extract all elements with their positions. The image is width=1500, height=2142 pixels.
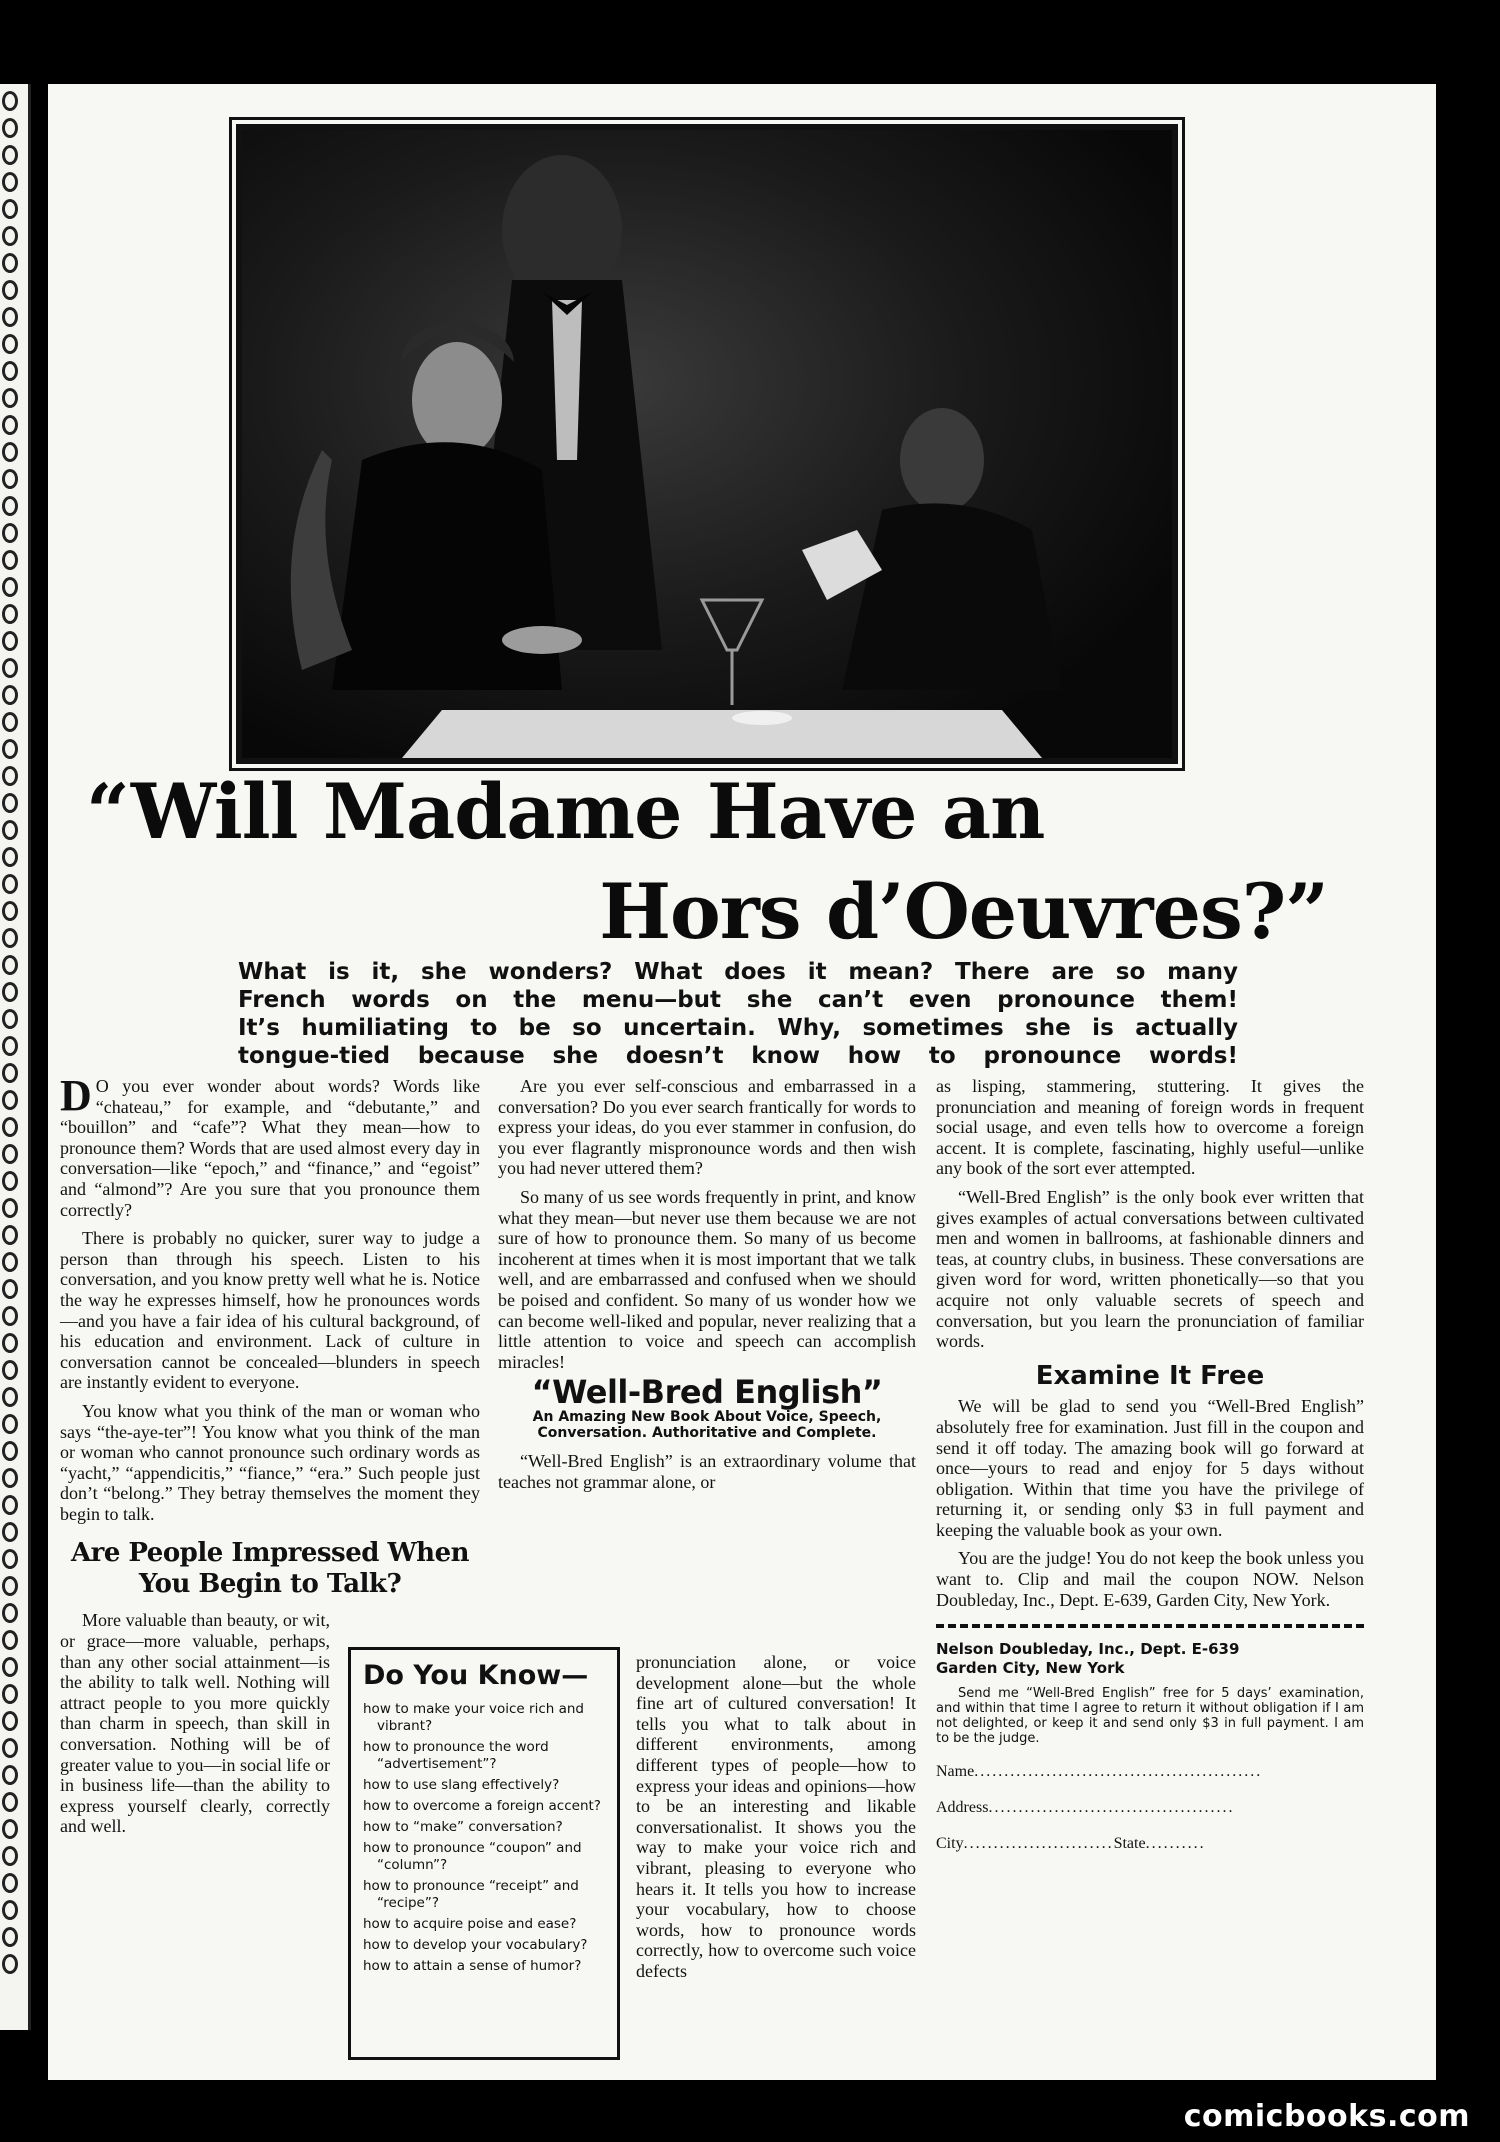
box-title: Do You Know— xyxy=(363,1660,589,1691)
binding-ring xyxy=(2,1225,18,1245)
binding-ring xyxy=(2,1468,18,1488)
binding-ring xyxy=(2,685,18,705)
state-label: State xyxy=(1113,1835,1146,1853)
binding-ring xyxy=(2,1684,18,1704)
binding-ring xyxy=(2,145,18,165)
binding-ring xyxy=(2,1927,18,1947)
binding-ring xyxy=(2,1792,18,1812)
binding-ring xyxy=(2,1603,18,1623)
list-item: how to make your voice rich and vibrant? xyxy=(363,1701,584,1734)
binding-ring xyxy=(2,658,18,678)
list-item: how to use slang effectively? xyxy=(363,1777,560,1793)
binding-ring xyxy=(2,1144,18,1164)
binding-ring xyxy=(2,1117,18,1137)
coupon-header-line-2: Garden City, New York xyxy=(936,1659,1125,1678)
binding-ring xyxy=(2,1657,18,1677)
deck-line-1: What is it, she wonders? What does it mean? There are so many xyxy=(238,959,1238,985)
binding-ring xyxy=(2,1765,18,1785)
drop-cap: D xyxy=(60,1071,92,1120)
binding-ring xyxy=(2,523,18,543)
binding-ring xyxy=(2,1036,18,1056)
deck-text xyxy=(238,958,1238,1070)
coupon-name-field[interactable]: Name................................................ xyxy=(936,1763,1263,1781)
headline-line-2: Hors d’Oeuvres?” xyxy=(599,867,1328,956)
subhead-examine-free: Examine It Free xyxy=(1035,1360,1265,1391)
binding-ring xyxy=(2,1846,18,1866)
binding-ring xyxy=(2,334,18,354)
coupon-header-line-1: Nelson Doubleday, Inc., Dept. E-639 xyxy=(936,1640,1240,1659)
paragraph: We will be glad to send you “Well-Bred English” absolutely free for examination. Just fill in the coupon and send it off today. The amazing book will go forward at once—yours to read and enjoy for 5 days without obligation. Within that time you have the privilege of returning it, or sending only $3 in full payment and keeping the valuable book as your own. xyxy=(936,1396,1364,1540)
binding-ring xyxy=(2,118,18,138)
binding-ring xyxy=(2,1333,18,1353)
column-middle-lower xyxy=(636,1652,916,1982)
binding-ring xyxy=(2,820,18,840)
binding-ring xyxy=(2,415,18,435)
binding-ring xyxy=(2,172,18,192)
coupon-body: Send me “Well-Bred English” free for 5 days’ examination, and within that time I agree to return it without obligation if I am not delighted, or keep it and send only $3 in full payment. I am to be the judge. xyxy=(936,1686,1364,1747)
deck-line-2: French words on the menu—but she can’t even pronounce them! xyxy=(238,987,1238,1013)
paragraph xyxy=(60,1071,480,1220)
binding-ring xyxy=(2,631,18,651)
binding-ring xyxy=(2,1090,18,1110)
binding-ring xyxy=(2,604,18,624)
list-item: how to acquire poise and ease? xyxy=(363,1916,577,1932)
binding-ring xyxy=(2,712,18,732)
coupon-cut-line[interactable] xyxy=(936,1624,1364,1628)
binding-ring xyxy=(2,874,18,894)
binding-ring xyxy=(2,1549,18,1569)
binding-ring xyxy=(2,253,18,273)
list-item: how to “make” conversation? xyxy=(363,1819,563,1835)
subdeck: An Amazing New Book About Voice, Speech, Conversation. Authoritative and Complete. xyxy=(532,1408,882,1441)
binding-ring xyxy=(2,1279,18,1299)
binding-ring xyxy=(2,1009,18,1029)
binding-ring xyxy=(2,1387,18,1407)
paragraph: Are you ever self-conscious and embarrassed in a conversation? Do you ever search frantically for words to express your ideas, do you ever stammer in confusion, do you ever flagrantly mispronounce words and then wish you had never uttered them? xyxy=(498,1076,916,1179)
binding-ring xyxy=(2,226,18,246)
binding-ring xyxy=(2,793,18,813)
binding-ring xyxy=(2,739,18,759)
paragraph: You know what you think of the man or woman who says “the-aye-ter”! You know what you think of the man or woman who cannot pronounce such ordinary words as “yacht,” “appendicitis,” “fiance,” “era.” Such people just don’t “belong.” They betray themselves the moment they begin to talk. xyxy=(60,1400,480,1524)
deck-line-4: tongue-tied because she doesn’t know how to pronounce words! xyxy=(238,1043,1238,1069)
binding-ring xyxy=(2,1198,18,1218)
binding-ring xyxy=(2,361,18,381)
headline-line-1: “Will Madame Have an xyxy=(86,767,1045,856)
binding-ring xyxy=(2,928,18,948)
binding-ring xyxy=(2,1306,18,1326)
binding-ring xyxy=(2,442,18,462)
watermark: comicbooks.com xyxy=(1183,2099,1470,2134)
binding-ring xyxy=(2,1576,18,1596)
paragraph: So many of us see words frequently in print, and know what they mean—but never use them because we are not sure of how to pronounce them. So many of us become incoherent at times when it is most important that we talk well, and are embarrassed and confused when we should be poised and confident. So many of us wonder how we can become well-liked and popular, never realizing that a little attention to voice and speech can accomplish miracles! xyxy=(498,1186,916,1372)
paragraph: pronunciation alone, or voice development alone—but the whole fine art of cultured conversation! It tells you what to talk about in different environments, among different types of people—how to express your ideas and opinions—how to be an interesting and likable conversationalist. It shows you the way to make your voice rich and vibrant, pleasing to everyone who hears it. It tells you how to increase your vocabulary, how to choose words, how to pronounce words correctly, how to overcome such voice defects xyxy=(636,1652,916,1981)
binding-ring xyxy=(2,550,18,570)
binding-ring xyxy=(2,1171,18,1191)
dinner-illustration xyxy=(242,130,1172,758)
binding-ring xyxy=(2,982,18,1002)
paragraph: You are the judge! You do not keep the book unless you want to. Clip and mail the coupon NOW. Nelson Doubleday, Inc., Dept. E-639, Garden City, New York. xyxy=(936,1548,1364,1610)
name-label: Name xyxy=(936,1763,975,1781)
binding-ring xyxy=(2,901,18,921)
binding-ring xyxy=(2,955,18,975)
address-label: Address xyxy=(936,1799,989,1817)
list-item: how to attain a sense of humor? xyxy=(363,1958,582,1974)
paragraph: “Well-Bred English” is an extraordinary volume that teaches not grammar alone, or xyxy=(498,1450,916,1492)
binding-ring xyxy=(2,1522,18,1542)
spiral-binding xyxy=(0,84,31,2030)
paragraph: “Well-Bred English” is the only book ever written that gives examples of actual conversations between cultivated men and women in ballrooms, at fashionable dinners and teas, at country clubs, in business. These conversations are given word for word, written phonetically—so that you acquire not only valuable secrets of speech and conversation, but you learn the pronunciation of familiar words. xyxy=(936,1186,1364,1352)
binding-ring xyxy=(2,1900,18,1920)
binding-ring xyxy=(2,496,18,516)
column-right xyxy=(936,1076,1364,1870)
binding-ring xyxy=(2,1711,18,1731)
list-item: how to overcome a foreign accent? xyxy=(363,1798,601,1814)
coupon-city-state-field[interactable]: City.........................State.......... xyxy=(936,1835,1206,1853)
do-you-know-box xyxy=(348,1647,620,2060)
binding-ring xyxy=(2,847,18,867)
binding-ring xyxy=(2,199,18,219)
binding-ring xyxy=(2,1063,18,1083)
coupon-header xyxy=(936,1640,1364,1678)
binding-ring xyxy=(2,280,18,300)
paragraph: as lisping, stammering, stuttering. It gives the pronunciation and meaning of foreign words in frequent social usage, and even tells how to overcome a foreign accent. It is complete, fascinating, highly useful—unlike any book of the sort ever attempted. xyxy=(936,1076,1364,1179)
paragraph: There is probably no quicker, surer way to judge a person than through his speech. Listen to his conversation, and you know pretty well what he is. Notice the way he expresses himself, how he pronounces words—and you have a fair idea of his cultural background, of his education and environment. Lack of culture in conversation cannot be concealed—blunders in speech are instantly evident to everyone. xyxy=(60,1228,480,1393)
paragraph-text: O you ever wonder about words? Words like “chateau,” for example, and “debutante,” and “bouillon” and “cafe”? What they mean—how to pronounce them? Words that are used almost every day in conversation—like “epoch,” and “finance,” and “egoist” and “almond”? Are you sure that you pronounce them correctly? xyxy=(60,1076,480,1220)
binding-ring xyxy=(2,1441,18,1461)
binding-ring xyxy=(2,1495,18,1515)
coupon-address-field[interactable]: Address......................................... xyxy=(936,1799,1235,1817)
binding-ring xyxy=(2,577,18,597)
binding-ring xyxy=(2,1252,18,1272)
binding-ring xyxy=(2,1738,18,1758)
magazine-page xyxy=(48,84,1436,2080)
binding-ring xyxy=(2,307,18,327)
binding-ring xyxy=(2,1819,18,1839)
binding-ring xyxy=(2,388,18,408)
binding-ring xyxy=(2,1360,18,1380)
subhead-impressed: Are People Impressed When You Begin to Talk? xyxy=(70,1538,470,1600)
subhead-well-bred-english: “Well-Bred English” xyxy=(531,1373,883,1412)
binding-ring xyxy=(2,1630,18,1650)
list-item: how to pronounce the word “advertisement”? xyxy=(363,1739,549,1772)
binding-ring xyxy=(2,766,18,786)
city-label: City xyxy=(936,1835,964,1853)
dinner-photo xyxy=(236,124,1178,764)
binding-ring xyxy=(2,1873,18,1893)
list-item: how to pronounce “coupon” and “column”? xyxy=(363,1840,582,1873)
list-item: how to pronounce “receipt” and “recipe”? xyxy=(363,1878,579,1911)
binding-ring xyxy=(2,91,18,111)
paragraph: More valuable than beauty, or wit, or grace—more valuable, perhaps, than any other social attainment—is the ability to talk well. Nothing will attract people to you more quickly than charm in speech, than skill in conversation. Nothing will be of greater value to you—in social life or in business life—than the ability to express yourself clearly, correctly and well. xyxy=(60,1610,330,1837)
binding-ring xyxy=(2,469,18,489)
box-list xyxy=(363,1701,605,1975)
column-middle xyxy=(498,1076,916,1500)
binding-ring xyxy=(2,1954,18,1974)
list-item: how to develop your vocabulary? xyxy=(363,1937,588,1953)
deck-line-3: It’s humiliating to be so uncertain. Why, sometimes she is actually xyxy=(238,1015,1238,1041)
coupon[interactable] xyxy=(936,1640,1364,1854)
binding-ring xyxy=(2,1414,18,1434)
